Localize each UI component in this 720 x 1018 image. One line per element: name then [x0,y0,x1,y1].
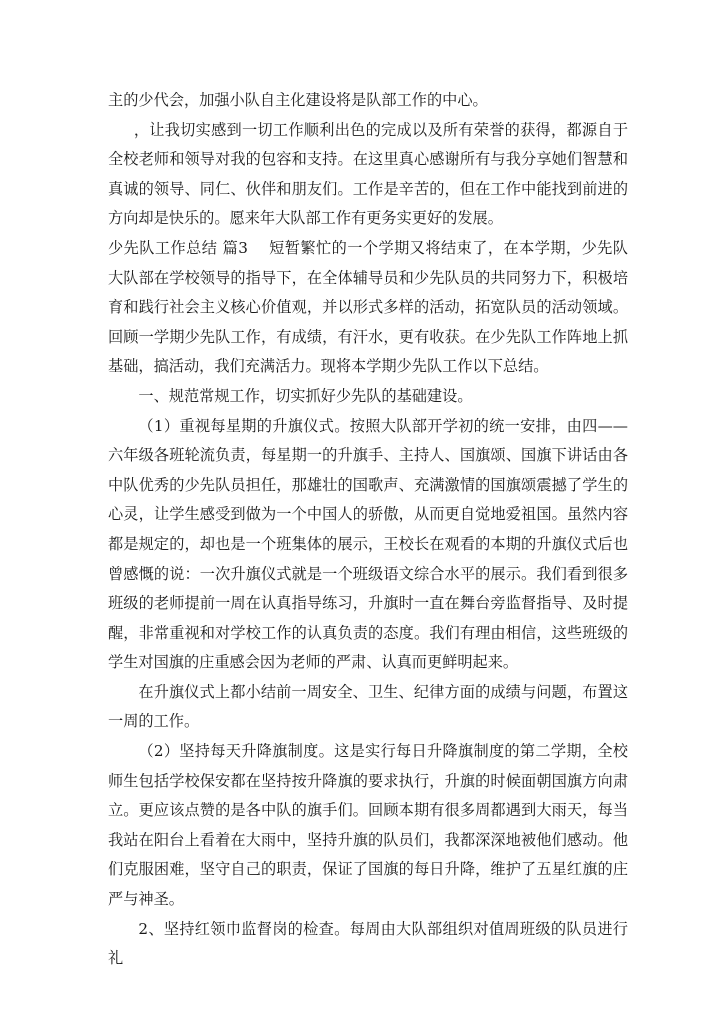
paragraph-5: （1）重视每星期的升旗仪式。按照大队部开学初的统一安排，由四——六年级各班轮流负责，每星期一的升旗手、主持人、国旗颂、国旗下讲话由各中队优秀的少先队员担任，那雄壮的国歌声、充满激情的国旗颂震撼了学生的心灵，让学生感受到做为一个中国人的骄傲，从而更自觉地爱祖国。虽然内容都是规定的，却也是一个班集体的展示，王校长在观看的本期的升旗仪式后也曾感慨的说：一次升旗仪式就是一个班级语文综合水平的展示。我们看到很多班级的老师提前一周在认真指导练习，升旗时一直在舞台旁监督指导、及时提醒，非常重视和对学校工作的认真负责的态度。我们有理由相信，这些班级的学生对国旗的庄重感会因为老师的严肃、认真而更鲜明起来。 [108,416,628,672]
paragraph-1: 主的少代会，加强小队自主化建设将是队部工作的中心。 [108,91,488,109]
paragraph-8: 2、坚持红领巾监督岗的检查。每周由大队部组织对值周班级的队员进行礼 [108,919,628,968]
paragraph-6: 在升旗仪式上都小结前一周安全、卫生、纪律方面的成绩与问题，布置这一周的工作。 [108,682,628,731]
paragraph-2: ，让我切实感到一切工作顺利出色的完成以及所有荣誉的获得，都源自于全校老师和领导对我的包容和支持。在这里真心感谢所有与我分享她们智慧和真诚的领导、同仁、伙伴和朋友们。工作是辛苦的，但在工作中能找到前进的方向却是快乐的。愿来年大队部工作有更务实更好的发展。 [108,120,628,228]
paragraph-4: 一、规范常规工作，切实抓好少先队的基础建设。 [138,386,473,405]
paragraph-7: （2）坚持每天升降旗制度。这是实行每日升降旗制度的第二学期，全校师生包括学校保安都在坚持按升降旗的要求执行，升旗的时候面朝国旗方向肃立。更应该点赞的是各中队的旗手们。回顾本期有很多周都遇到大雨天，每当我站在阳台上看着在大雨中，坚持升旗的队员们，我都深深地被他们感动。他们克服困难，坚守自己的职责，保证了国旗的每日升降，维护了五星红旗的庄严与神圣。 [108,742,628,909]
document-page [108,86,628,974]
paragraph-3: 少先队工作总结 篇3 短暂繁忙的一个学期又将结束了，在本学期，少先队大队部在学校领导的指导下，在全体辅导员和少先队员的共同努力下，积极培育和践行社会主义核心价值观，并以形式多样的活动，拓宽队员的活动领域。回顾一学期少先队工作，有成绩，有汗水，更有收获。在少先队工作阵地上抓基础，搞活动，我们充满活力。现将本学期少先队工作以下总结。 [108,238,628,376]
